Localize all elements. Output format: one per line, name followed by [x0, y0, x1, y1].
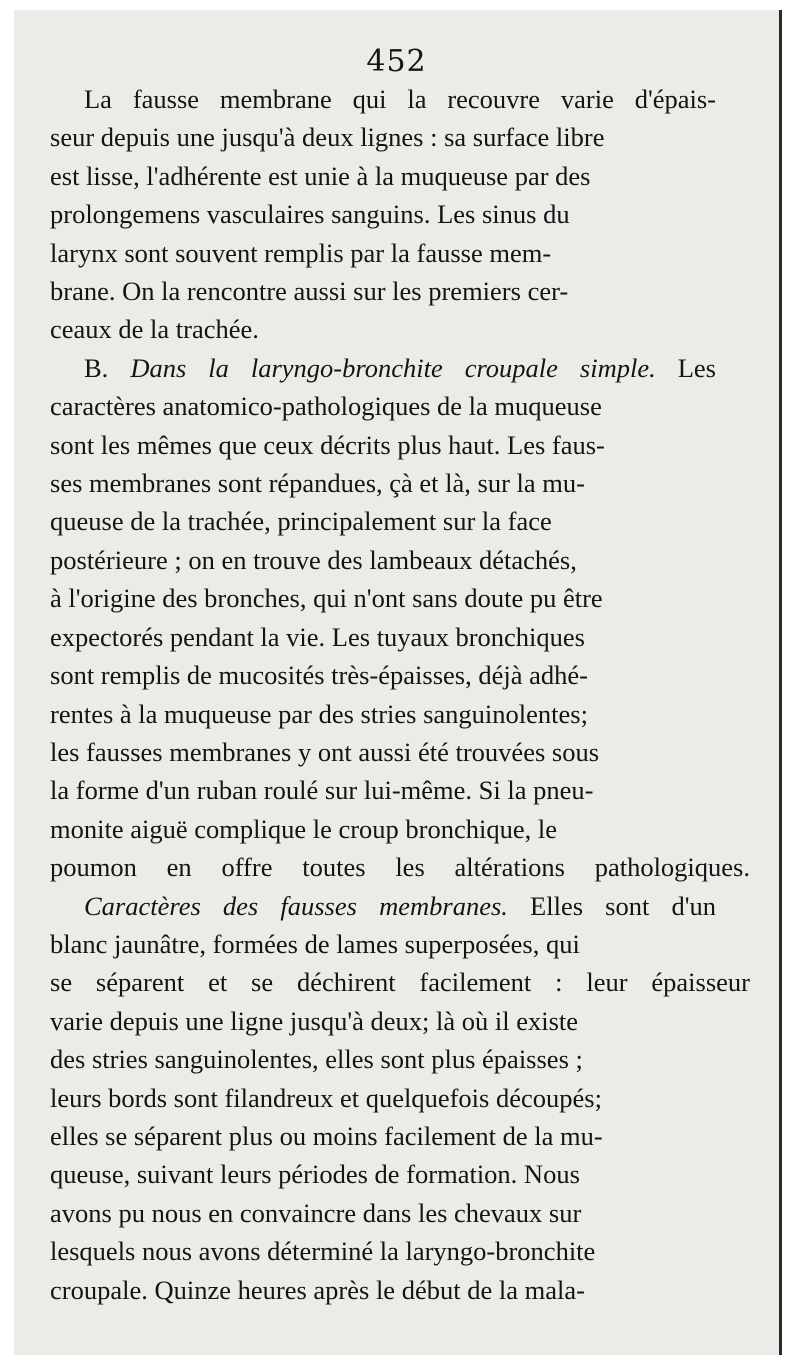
section-c-heading: Caractères des fausses membranes.: [84, 890, 508, 921]
text-line: ceaux de la trachée.: [50, 314, 259, 345]
section-b-rest: Les: [677, 352, 716, 383]
text-line: prolongemens vasculaires sanguins. Les sinus du: [50, 199, 570, 230]
text-line: seur depuis une jusqu'à deux lignes : sa surface libre: [50, 122, 605, 153]
section-b-heading-line: [50, 349, 750, 387]
text-line: queuse, suivant leurs périodes de formation. Nous: [50, 1159, 580, 1190]
book-page: [14, 10, 782, 1355]
text-line: ses membranes sont répandues, çà et là, sur la mu-: [50, 468, 585, 499]
text-line: expectorés pendant la vie. Les tuyaux bronchiques: [50, 621, 585, 652]
text-line: brane. On la rencontre aussi sur les premiers cer-: [50, 276, 569, 307]
text-line: blanc jaunâtre, formées de lames superposées, qui: [50, 928, 580, 959]
text-line: des stries sanguinolentes, elles sont plus épaisses ;: [50, 1044, 583, 1075]
text-line: avons pu nous en convaincre dans les chevaux sur: [50, 1197, 582, 1228]
text-line: se séparent et se déchirent facilement : leur épaisseur: [50, 967, 750, 998]
text-line: La fausse membrane qui la recouvre varie d'épais-: [84, 84, 716, 114]
text-line: sont les mêmes que ceux décrits plus haut. Les faus-: [50, 429, 605, 460]
text-line: est lisse, l'adhérente est unie à la muqueuse par des: [50, 160, 591, 191]
text-line: à l'origine des bronches, qui n'ont sans doute pu être: [50, 583, 603, 614]
text-line: elles se séparent plus ou moins facilement de la mu-: [50, 1120, 603, 1151]
text-line: lesquels nous avons déterminé la laryngo-bronchite: [50, 1236, 596, 1267]
text-line: sont remplis de mucosités très-épaisses, déjà adhé-: [50, 660, 588, 691]
text-line: la forme d'un ruban roulé sur lui-même. Si la pneu-: [50, 775, 594, 806]
text-line: les fausses membranes y ont aussi été trouvées sous: [50, 736, 600, 767]
body-text: [50, 80, 750, 1309]
text-line: poumon en offre toutes les altérations pathologiques.: [50, 852, 750, 883]
text-line: queuse de la trachée, principalement sur la face: [50, 506, 552, 537]
section-c-rest: Elles sont d'un: [530, 890, 716, 921]
section-b-label: B.: [84, 352, 109, 383]
text-line: varie depuis une ligne jusqu'à deux; là où il existe: [50, 1005, 579, 1036]
text-line: rentes à la muqueuse par des stries sanguinolentes;: [50, 698, 588, 729]
text-line: caractères anatomico-pathologiques de la muqueuse: [50, 391, 602, 422]
text-line: larynx sont souvent remplis par la fausse mem-: [50, 237, 552, 268]
section-b-heading: Dans la laryngo-bronchite croupale simple.: [130, 352, 656, 383]
page-number: 452: [366, 44, 427, 79]
text-line: monite aiguë complique le croup bronchique, le: [50, 813, 558, 844]
text-line: postérieure ; on en trouve des lambeaux détachés,: [50, 544, 577, 575]
text-line: croupale. Quinze heures après le début de la mala-: [50, 1274, 585, 1305]
text-line: leurs bords sont filandreux et quelquefois découpés;: [50, 1082, 602, 1113]
section-c-heading-line: [50, 887, 750, 925]
